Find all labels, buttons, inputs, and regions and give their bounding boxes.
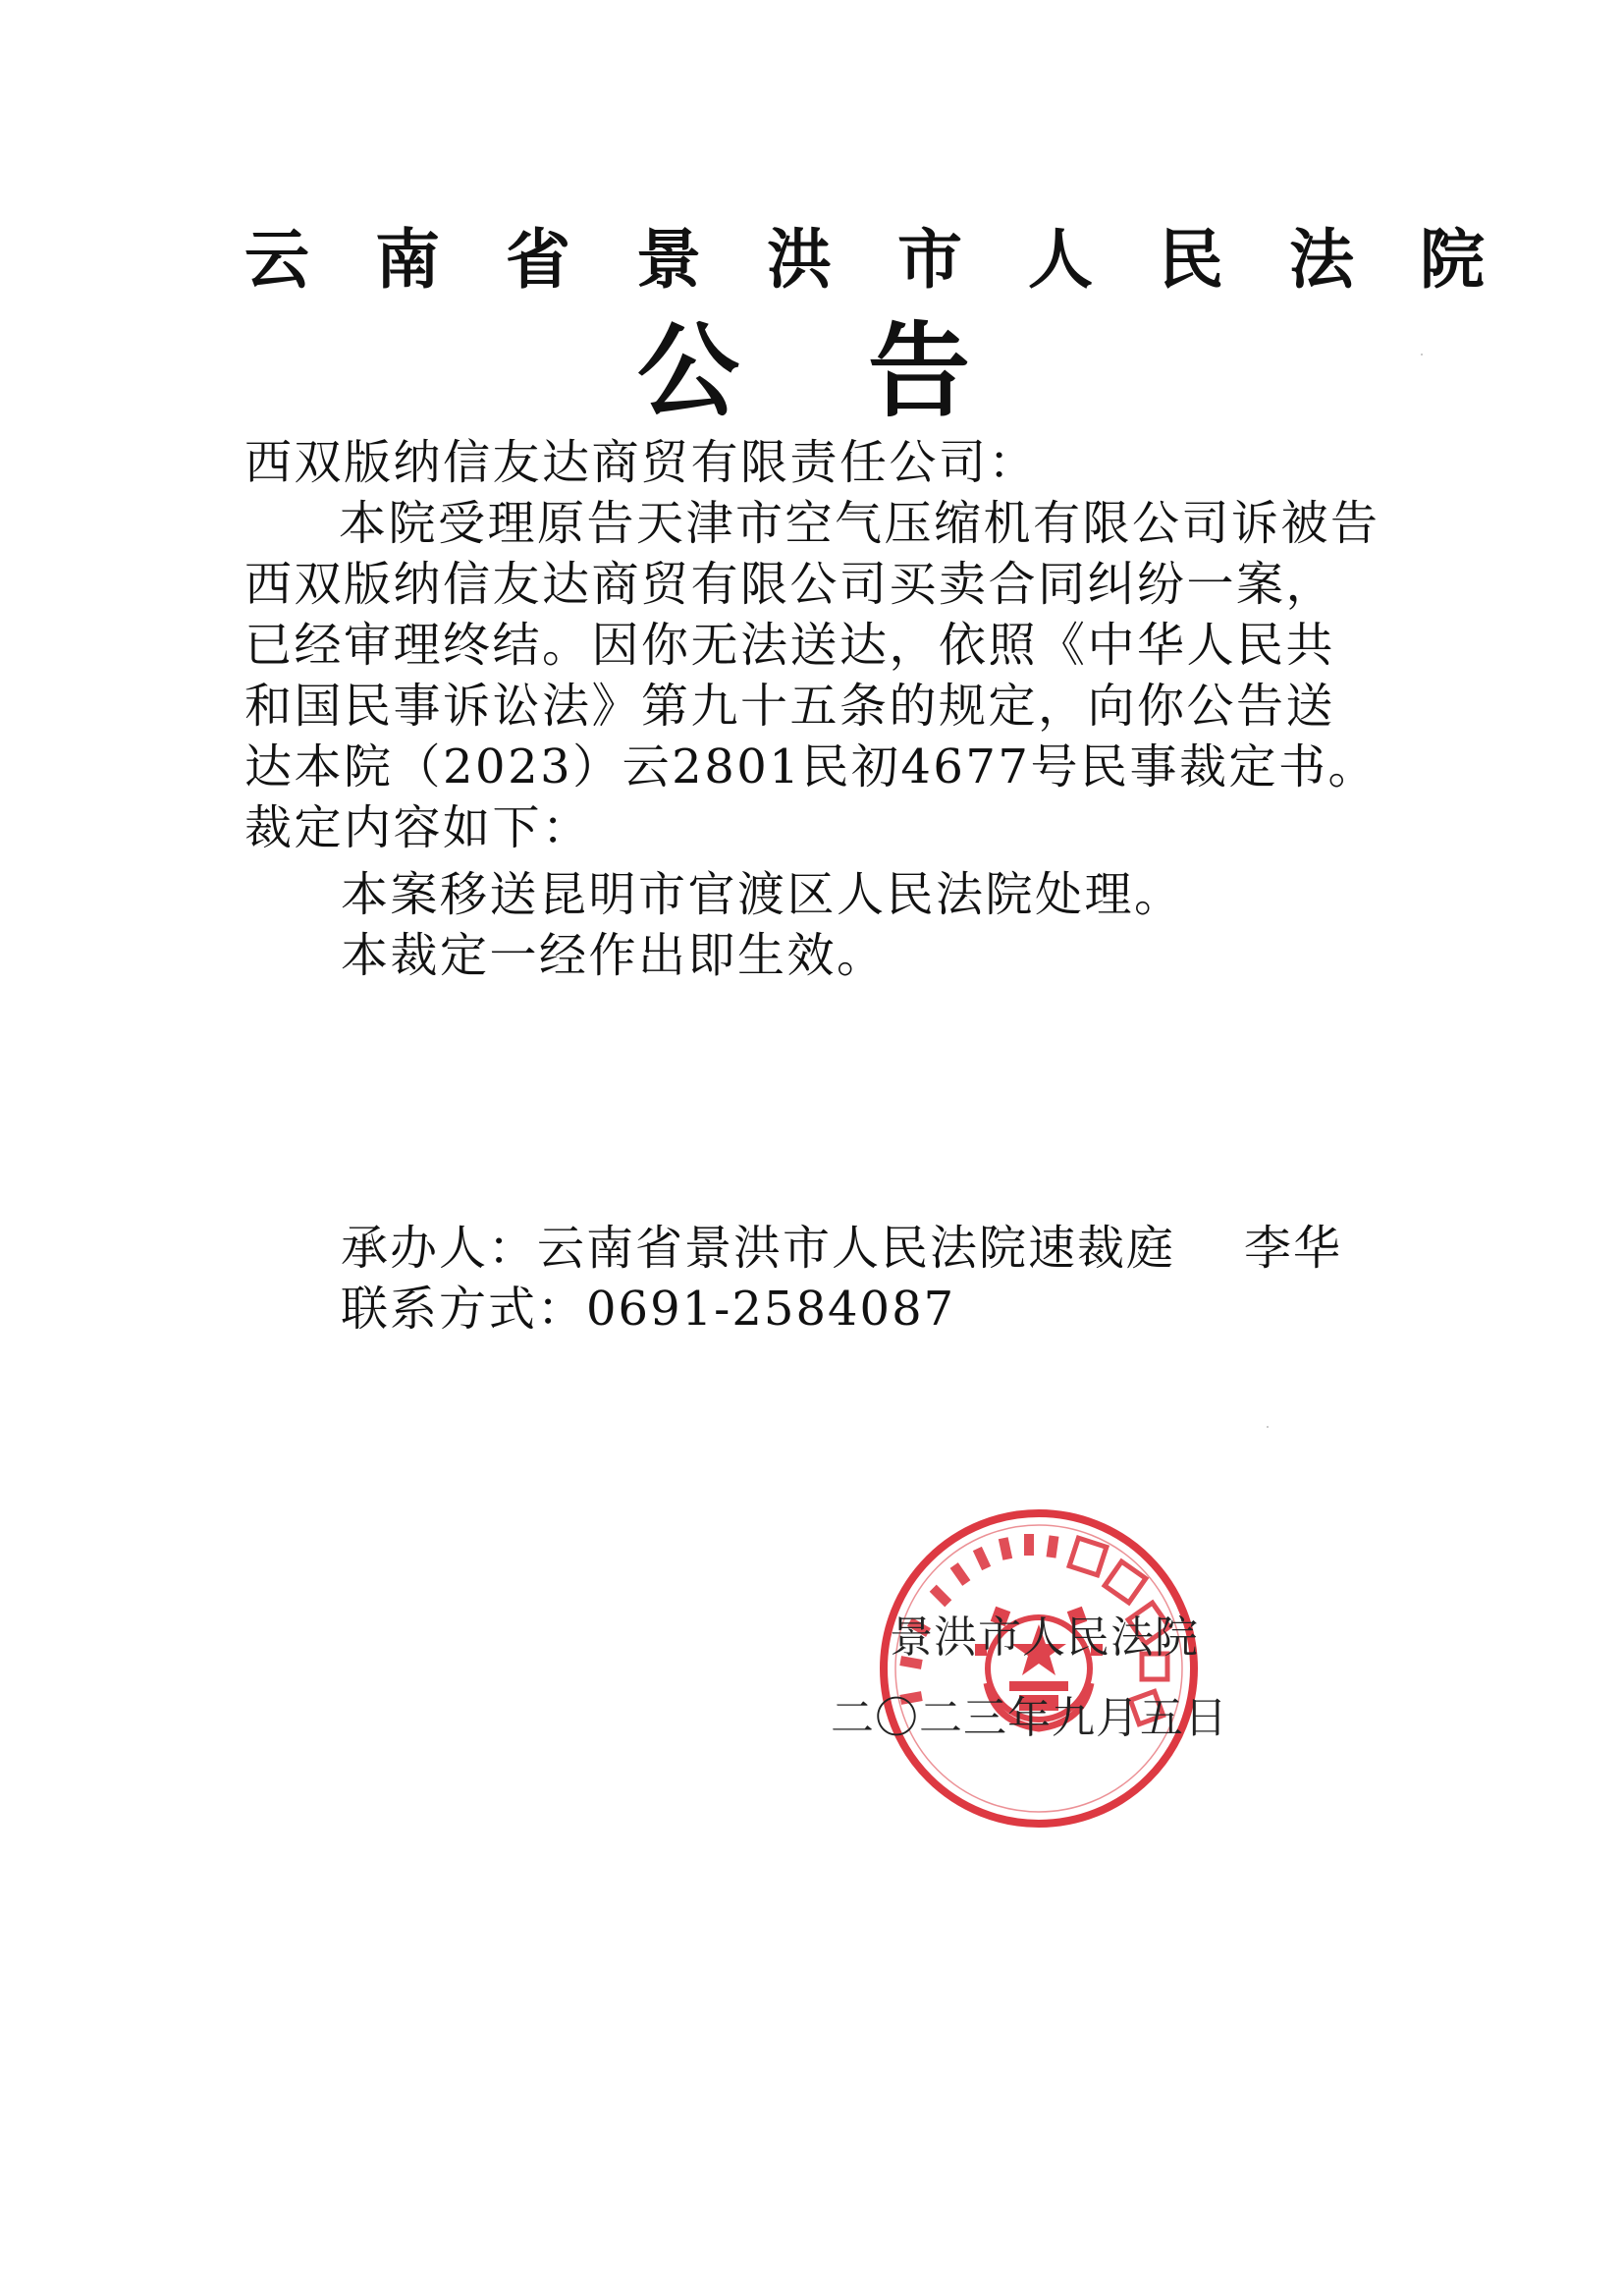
signature-date: 二〇二三年九月五日 [831, 1693, 1228, 1743]
addressee: 西双版纳信友达商贸有限责任公司： [244, 435, 1039, 490]
signature-court: 景洪市人民法院 [890, 1613, 1199, 1663]
contact-line: 联系方式：0691-2584087 [341, 1282, 956, 1337]
handler-label: 承办人：云南省景洪市人民法院速裁庭 [341, 1221, 1176, 1276]
notice-title: 公告 [637, 311, 1100, 431]
scan-speck [1267, 1426, 1269, 1428]
ruling-line-1: 本案移送昆明市官渡区人民法院处理。 [341, 867, 1184, 922]
court-name-heading: 云南省景洪市人民法院 [244, 222, 1550, 298]
handler-name: 李华 [1244, 1221, 1343, 1276]
scan-speck [1421, 354, 1423, 355]
court-seal-icon [877, 1506, 1201, 1831]
handler-line [341, 1218, 1342, 1279]
notice-paragraph: 本院受理原告天津市空气压缩机有限公司诉被告西双版纳信友达商贸有限公司买卖合同纠纷一案，已经审理终结。因你无法送达，依照《中华人民共和国民事诉讼法》第九十五条的规定，向你公告送达本院（2023）云2801民初4677号民事裁定书。裁定内容如下： [244, 496, 1380, 855]
ruling-line-2: 本裁定一经作出即生效。 [341, 928, 887, 983]
